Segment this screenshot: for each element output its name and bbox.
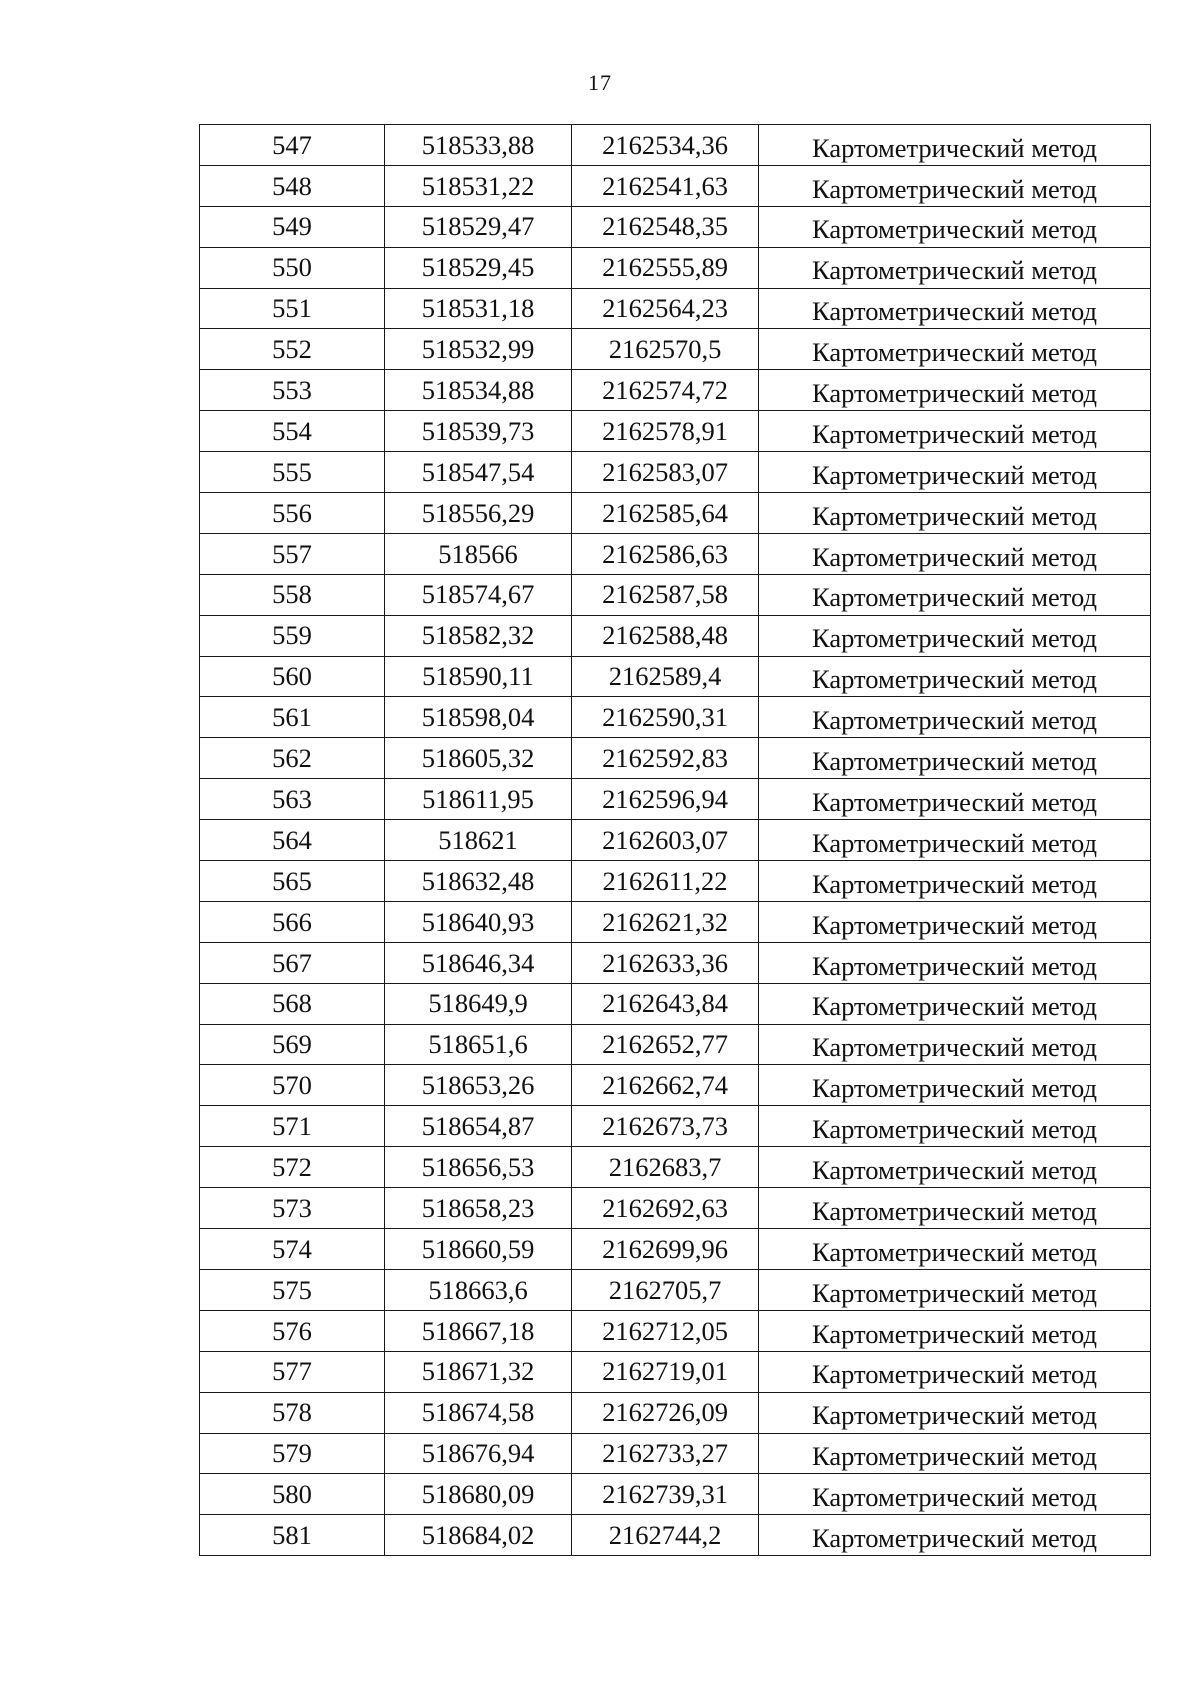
method-cell: Картометрический метод <box>759 1269 1151 1310</box>
table-row <box>200 288 1151 329</box>
point-number-cell: 571 <box>200 1106 385 1147</box>
table-row <box>200 1392 1151 1433</box>
table-row <box>200 574 1151 615</box>
y-coordinate-cell: 2162534,36 <box>572 125 759 166</box>
table-row <box>200 861 1151 902</box>
y-coordinate-cell: 2162683,7 <box>572 1147 759 1188</box>
method-cell: Картометрический метод <box>759 1106 1151 1147</box>
y-coordinate-cell: 2162596,94 <box>572 779 759 820</box>
point-number-cell: 563 <box>200 779 385 820</box>
method-cell: Картометрический метод <box>759 1065 1151 1106</box>
x-coordinate-cell: 518556,29 <box>385 493 572 534</box>
point-number-cell: 567 <box>200 942 385 983</box>
x-coordinate-cell: 518680,09 <box>385 1474 572 1515</box>
y-coordinate-cell: 2162564,23 <box>572 288 759 329</box>
x-coordinate-cell: 518533,88 <box>385 125 572 166</box>
point-number-cell: 547 <box>200 125 385 166</box>
table-row <box>200 206 1151 247</box>
x-coordinate-cell: 518663,6 <box>385 1269 572 1310</box>
y-coordinate-cell: 2162548,35 <box>572 206 759 247</box>
table-row <box>200 1229 1151 1270</box>
method-cell: Картометрический метод <box>759 1229 1151 1270</box>
method-cell: Картометрический метод <box>759 574 1151 615</box>
table-row <box>200 1065 1151 1106</box>
table-row <box>200 411 1151 452</box>
y-coordinate-cell: 2162589,4 <box>572 656 759 697</box>
method-cell: Картометрический метод <box>759 411 1151 452</box>
table-row <box>200 452 1151 493</box>
table-row <box>200 1515 1151 1556</box>
y-coordinate-cell: 2162592,83 <box>572 738 759 779</box>
x-coordinate-cell: 518676,94 <box>385 1433 572 1474</box>
coordinates-table-body <box>200 125 1151 1556</box>
y-coordinate-cell: 2162705,7 <box>572 1269 759 1310</box>
x-coordinate-cell: 518582,32 <box>385 615 572 656</box>
y-coordinate-cell: 2162574,72 <box>572 370 759 411</box>
table-row <box>200 697 1151 738</box>
y-coordinate-cell: 2162699,96 <box>572 1229 759 1270</box>
point-number-cell: 548 <box>200 165 385 206</box>
table-row <box>200 1310 1151 1351</box>
point-number-cell: 557 <box>200 533 385 574</box>
method-cell: Картометрический метод <box>759 820 1151 861</box>
y-coordinate-cell: 2162590,31 <box>572 697 759 738</box>
point-number-cell: 576 <box>200 1310 385 1351</box>
x-coordinate-cell: 518656,53 <box>385 1147 572 1188</box>
point-number-cell: 552 <box>200 329 385 370</box>
y-coordinate-cell: 2162652,77 <box>572 1024 759 1065</box>
table-row <box>200 125 1151 166</box>
table-row <box>200 1024 1151 1065</box>
x-coordinate-cell: 518611,95 <box>385 779 572 820</box>
y-coordinate-cell: 2162585,64 <box>572 493 759 534</box>
method-cell: Картометрический метод <box>759 1515 1151 1556</box>
x-coordinate-cell: 518660,59 <box>385 1229 572 1270</box>
coordinates-table <box>199 124 1151 1556</box>
point-number-cell: 558 <box>200 574 385 615</box>
point-number-cell: 564 <box>200 820 385 861</box>
y-coordinate-cell: 2162719,01 <box>572 1351 759 1392</box>
x-coordinate-cell: 518649,9 <box>385 983 572 1024</box>
y-coordinate-cell: 2162588,48 <box>572 615 759 656</box>
point-number-cell: 549 <box>200 206 385 247</box>
x-coordinate-cell: 518674,58 <box>385 1392 572 1433</box>
method-cell: Картометрический метод <box>759 288 1151 329</box>
method-cell: Картометрический метод <box>759 247 1151 288</box>
method-cell: Картометрический метод <box>759 983 1151 1024</box>
x-coordinate-cell: 518574,67 <box>385 574 572 615</box>
y-coordinate-cell: 2162621,32 <box>572 901 759 942</box>
table-row <box>200 942 1151 983</box>
method-cell: Картометрический метод <box>759 861 1151 902</box>
point-number-cell: 574 <box>200 1229 385 1270</box>
table-row <box>200 1433 1151 1474</box>
y-coordinate-cell: 2162633,36 <box>572 942 759 983</box>
method-cell: Картометрический метод <box>759 329 1151 370</box>
method-cell: Картометрический метод <box>759 738 1151 779</box>
table-row <box>200 329 1151 370</box>
method-cell: Картометрический метод <box>759 533 1151 574</box>
point-number-cell: 562 <box>200 738 385 779</box>
point-number-cell: 579 <box>200 1433 385 1474</box>
point-number-cell: 551 <box>200 288 385 329</box>
page-number: 17 <box>588 70 612 95</box>
x-coordinate-cell: 518598,04 <box>385 697 572 738</box>
table-row <box>200 1474 1151 1515</box>
y-coordinate-cell: 2162603,07 <box>572 820 759 861</box>
point-number-cell: 578 <box>200 1392 385 1433</box>
point-number-cell: 577 <box>200 1351 385 1392</box>
point-number-cell: 581 <box>200 1515 385 1556</box>
x-coordinate-cell: 518590,11 <box>385 656 572 697</box>
table-row <box>200 901 1151 942</box>
y-coordinate-cell: 2162692,63 <box>572 1188 759 1229</box>
table-row <box>200 165 1151 206</box>
y-coordinate-cell: 2162744,2 <box>572 1515 759 1556</box>
table-row <box>200 983 1151 1024</box>
method-cell: Картометрический метод <box>759 1433 1151 1474</box>
x-coordinate-cell: 518651,6 <box>385 1024 572 1065</box>
method-cell: Картометрический метод <box>759 656 1151 697</box>
table-row <box>200 493 1151 534</box>
x-coordinate-cell: 518534,88 <box>385 370 572 411</box>
table-row <box>200 779 1151 820</box>
point-number-cell: 553 <box>200 370 385 411</box>
x-coordinate-cell: 518605,32 <box>385 738 572 779</box>
y-coordinate-cell: 2162570,5 <box>572 329 759 370</box>
x-coordinate-cell: 518632,48 <box>385 861 572 902</box>
table-row <box>200 820 1151 861</box>
x-coordinate-cell: 518531,22 <box>385 165 572 206</box>
point-number-cell: 568 <box>200 983 385 1024</box>
table-row <box>200 370 1151 411</box>
x-coordinate-cell: 518684,02 <box>385 1515 572 1556</box>
y-coordinate-cell: 2162611,22 <box>572 861 759 902</box>
y-coordinate-cell: 2162555,89 <box>572 247 759 288</box>
y-coordinate-cell: 2162712,05 <box>572 1310 759 1351</box>
y-coordinate-cell: 2162578,91 <box>572 411 759 452</box>
point-number-cell: 559 <box>200 615 385 656</box>
x-coordinate-cell: 518529,47 <box>385 206 572 247</box>
method-cell: Картометрический метод <box>759 1351 1151 1392</box>
x-coordinate-cell: 518653,26 <box>385 1065 572 1106</box>
method-cell: Картометрический метод <box>759 1474 1151 1515</box>
method-cell: Картометрический метод <box>759 697 1151 738</box>
table-row <box>200 615 1151 656</box>
x-coordinate-cell: 518532,99 <box>385 329 572 370</box>
method-cell: Картометрический метод <box>759 370 1151 411</box>
y-coordinate-cell: 2162541,63 <box>572 165 759 206</box>
x-coordinate-cell: 518531,18 <box>385 288 572 329</box>
x-coordinate-cell: 518667,18 <box>385 1310 572 1351</box>
point-number-cell: 556 <box>200 493 385 534</box>
x-coordinate-cell: 518566 <box>385 533 572 574</box>
x-coordinate-cell: 518646,34 <box>385 942 572 983</box>
method-cell: Картометрический метод <box>759 493 1151 534</box>
method-cell: Картометрический метод <box>759 942 1151 983</box>
table-row <box>200 1106 1151 1147</box>
y-coordinate-cell: 2162673,73 <box>572 1106 759 1147</box>
method-cell: Картометрический метод <box>759 779 1151 820</box>
table-row <box>200 247 1151 288</box>
point-number-cell: 565 <box>200 861 385 902</box>
point-number-cell: 560 <box>200 656 385 697</box>
table-row <box>200 656 1151 697</box>
table-row <box>200 1147 1151 1188</box>
table-row <box>200 1188 1151 1229</box>
y-coordinate-cell: 2162587,58 <box>572 574 759 615</box>
x-coordinate-cell: 518654,87 <box>385 1106 572 1147</box>
method-cell: Картометрический метод <box>759 165 1151 206</box>
method-cell: Картометрический метод <box>759 615 1151 656</box>
point-number-cell: 561 <box>200 697 385 738</box>
point-number-cell: 550 <box>200 247 385 288</box>
y-coordinate-cell: 2162662,74 <box>572 1065 759 1106</box>
method-cell: Картометрический метод <box>759 1310 1151 1351</box>
table-row <box>200 738 1151 779</box>
x-coordinate-cell: 518529,45 <box>385 247 572 288</box>
point-number-cell: 554 <box>200 411 385 452</box>
method-cell: Картометрический метод <box>759 1392 1151 1433</box>
table-row <box>200 1351 1151 1392</box>
x-coordinate-cell: 518640,93 <box>385 901 572 942</box>
x-coordinate-cell: 518621 <box>385 820 572 861</box>
table-row <box>200 1269 1151 1310</box>
point-number-cell: 575 <box>200 1269 385 1310</box>
point-number-cell: 566 <box>200 901 385 942</box>
method-cell: Картометрический метод <box>759 1147 1151 1188</box>
point-number-cell: 580 <box>200 1474 385 1515</box>
method-cell: Картометрический метод <box>759 206 1151 247</box>
y-coordinate-cell: 2162733,27 <box>572 1433 759 1474</box>
y-coordinate-cell: 2162586,63 <box>572 533 759 574</box>
y-coordinate-cell: 2162643,84 <box>572 983 759 1024</box>
method-cell: Картометрический метод <box>759 125 1151 166</box>
point-number-cell: 555 <box>200 452 385 493</box>
y-coordinate-cell: 2162726,09 <box>572 1392 759 1433</box>
y-coordinate-cell: 2162583,07 <box>572 452 759 493</box>
x-coordinate-cell: 518539,73 <box>385 411 572 452</box>
x-coordinate-cell: 518671,32 <box>385 1351 572 1392</box>
point-number-cell: 569 <box>200 1024 385 1065</box>
point-number-cell: 570 <box>200 1065 385 1106</box>
point-number-cell: 572 <box>200 1147 385 1188</box>
method-cell: Картометрический метод <box>759 1024 1151 1065</box>
method-cell: Картометрический метод <box>759 452 1151 493</box>
x-coordinate-cell: 518547,54 <box>385 452 572 493</box>
method-cell: Картометрический метод <box>759 1188 1151 1229</box>
method-cell: Картометрический метод <box>759 901 1151 942</box>
y-coordinate-cell: 2162739,31 <box>572 1474 759 1515</box>
table-row <box>200 533 1151 574</box>
x-coordinate-cell: 518658,23 <box>385 1188 572 1229</box>
point-number-cell: 573 <box>200 1188 385 1229</box>
